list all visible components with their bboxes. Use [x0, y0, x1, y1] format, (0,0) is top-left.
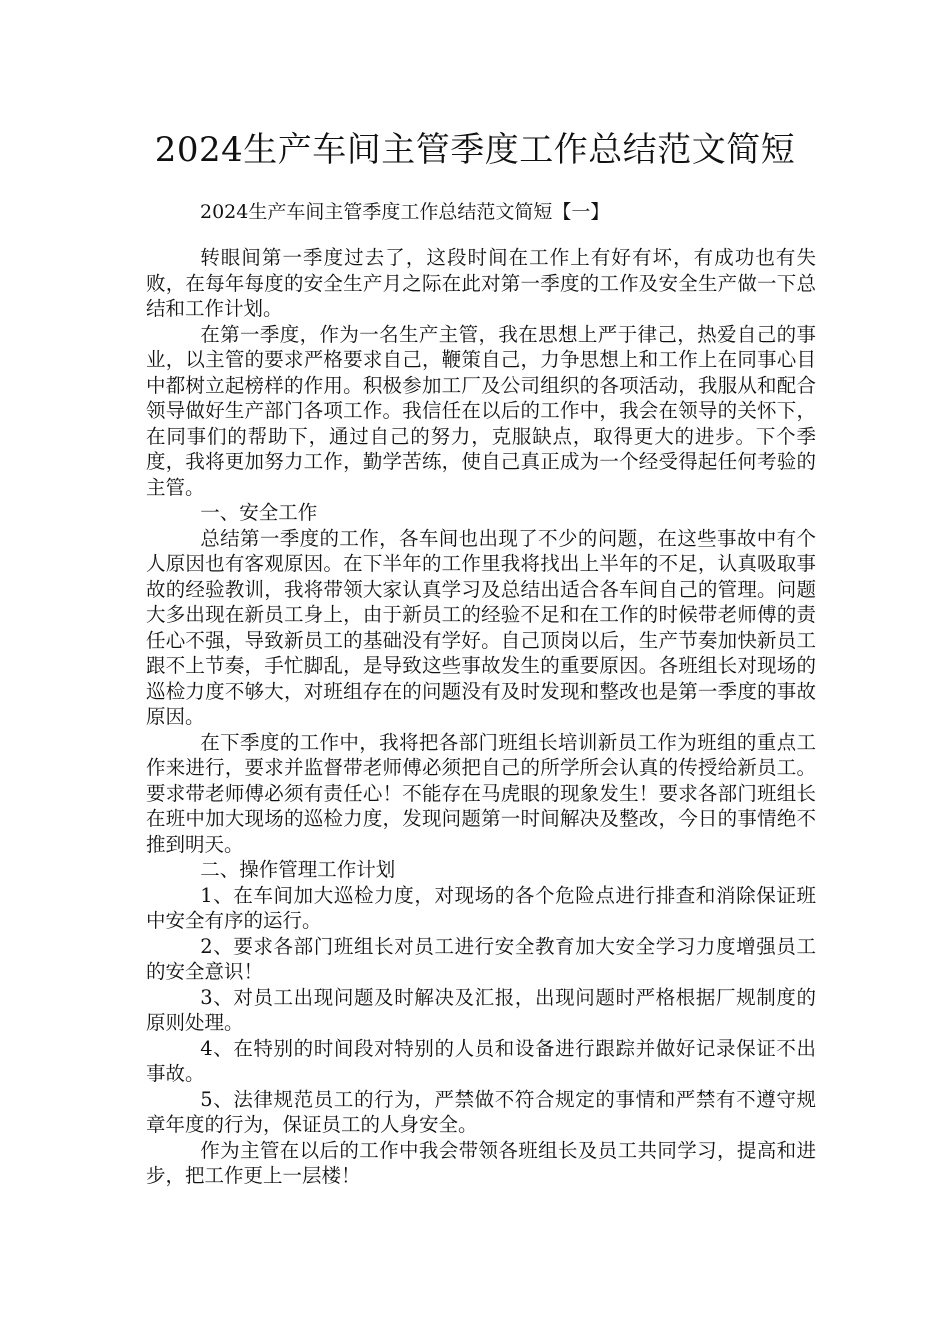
paragraph-self-review: 在第一季度，作为一名生产主管，我在思想上严于律己，热爱自己的事业，以主管的要求严格要求自己，鞭策自己，力争思想上和工作上在同事心目中都树立起榜样的作用。积极参加工厂及公司组织的各项活动，我服从和配合领导做好生产部门各项工作。我信任在以后的工作中，我会在领导的关怀下，在同事们的帮助下，通过自己的努力，克服缺点，取得更大的进步。下个季度，我将更加努力工作，勤学苦练，使自己真正成为一个经受得起任何考验的主管。 [146, 322, 816, 499]
document-title: 2024生产车间主管季度工作总结范文简短 [154, 130, 796, 170]
plan-item-1: 1、在车间加大巡检力度，对现场的各个危险点进行排查和消除保证班中安全有序的运行。 [146, 883, 816, 932]
section-heading: 2024生产车间主管季度工作总结范文简短【一】 [200, 201, 610, 223]
plan-item-5: 5、法律规范员工的行为，严禁做不符合规定的事情和严禁有不遵守规章年度的行为，保证员工的人身安全。 [146, 1087, 816, 1136]
heading-operation-plan: 二、操作管理工作计划 [200, 858, 396, 881]
plan-item-3: 3、对员工出现问题及时解决及汇报，出现问题时严格根据厂规制度的原则处理。 [146, 985, 816, 1034]
paragraph-intro: 转眼间第一季度过去了，这段时间在工作上有好有坏，有成功也有失败，在每年每度的安全生产月之际在此对第一季度的工作及安全生产做一下总结和工作计划。 [146, 246, 816, 320]
plan-item-4: 4、在特别的时间段对特别的人员和设备进行跟踪并做好记录保证不出事故。 [146, 1036, 816, 1085]
heading-safety-work: 一、安全工作 [200, 501, 318, 524]
document-body [146, 245, 816, 1189]
plan-item-2: 2、要求各部门班组长对员工进行安全教育加大安全学习力度增强员工的安全意识！ [146, 934, 816, 983]
paragraph-closing: 作为主管在以后的工作中我会带领各班组长及员工共同学习，提高和进步，把工作更上一层楼！ [146, 1138, 816, 1187]
paragraph-safety-summary: 总结第一季度的工作，各车间也出现了不少的问题，在这些事故中有个人原因也有客观原因。在下半年的工作里我将找出上半年的不足，认真吸取事故的经验教训，我将带领大家认真学习及总结出适合各车间自己的管理。问题大多出现在新员工身上，由于新员工的经验不足和在工作的时候带老师傅的责任心不强，导致新员工的基础没有学好。自己顶岗以后，生产节奏加快新员工跟不上节奏，手忙脚乱，是导致这些事故发生的重要原因。各班组长对现场的巡检力度不够大，对班组存在的问题没有及时发现和整改也是第一季度的事故原因。 [146, 526, 816, 728]
paragraph-next-quarter: 在下季度的工作中，我将把各部门班组长培训新员工作为班组的重点工作来进行，要求并监督带老师傅必须把自己的所学所会认真的传授给新员工。要求带老师傅必须有责任心！不能存在马虎眼的现象发生！要求各部门班组长在班中加大现场的巡检力度，发现问题第一时间解决及整改，今日的事情绝不推到明天。 [146, 730, 816, 856]
